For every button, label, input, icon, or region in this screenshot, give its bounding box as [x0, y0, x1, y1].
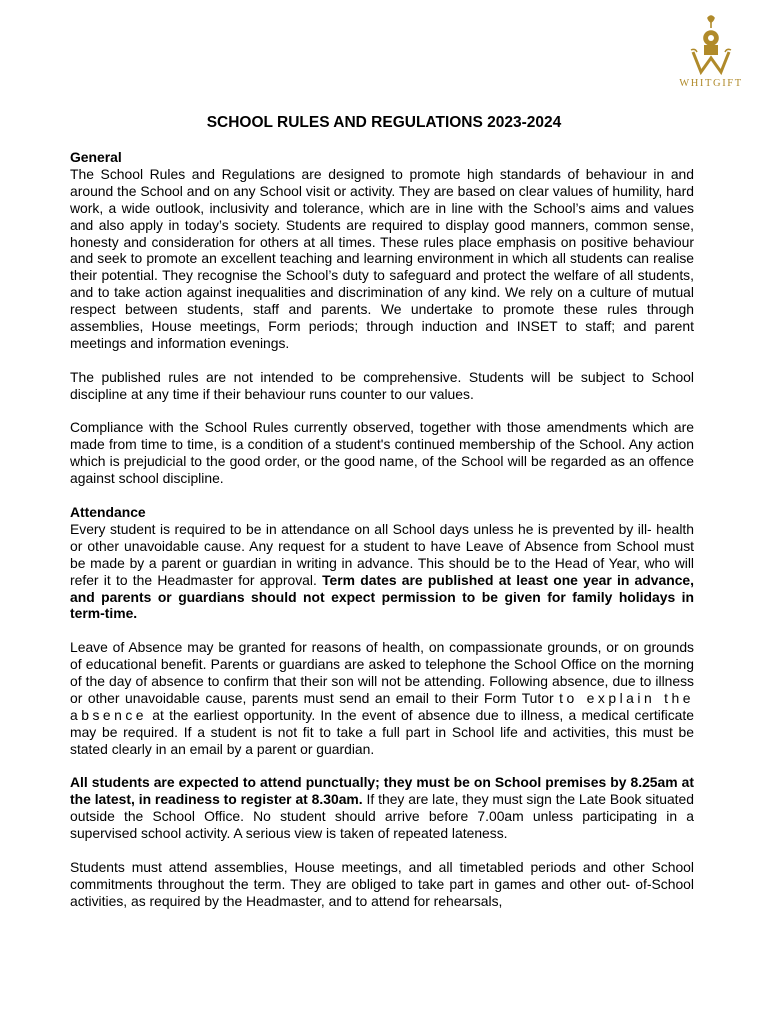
attendance-p1-text: Every student is required to be in attendance on all School days unless he is prevented by ill- health or other unavoidable cause. Any request for a student to have Leave of Absence from School must be made by a parent or guardian in writing in advance. This should be to the Head of Year, who will refer it to the Headmaster for approval. [70, 520, 694, 588]
whitgift-crest-icon [689, 14, 733, 76]
general-paragraph-3: Compliance with the School Rules currently observed, together with those amendments which are made from time to time, is a condition of a student's continued membership of the School. Any action which is prejudicial to the good order, or the good name, of the School will be regarded as an offence against school discipline. [70, 419, 694, 487]
page-title: SCHOOL RULES AND REGULATIONS 2023-2024 [206, 114, 562, 131]
general-paragraph-1: The School Rules and Regulations are designed to promote high standards of behaviour in and around the School and on any School visit or activity. They are based on clear values of humility, hard work, a wide outlook, inclusivity and tolerance, which are in line with the School’s aims and values and also apply in today’s society. Students are required to display good manners, common sense, honesty and consideration for others at all times. These rules place emphasis on positive behaviour and seek to promote an excellent teaching and learning environment in which all students can realise their potential. They recognise the School’s duty to safeguard and protect the welfare of all students, and to take action against inequalities and discrimination of any kind. We rely on a culture of mutual respect between students, staff and parents. We undertake to promote these rules through assemblies, House meetings, Form periods; through induction and INSET to staff; and parent meetings and information evenings. [70, 165, 694, 351]
attendance-paragraph-4: Students must attend assemblies, House meetings, and all timetabled periods and other School commitments throughout the term. They are obliged to take part in games and other out- of-School activities, as required by the Headmaster, and to attend for rehearsals, [70, 858, 694, 909]
punctuality-notice: All students are expected to attend punctually; they must be on School premises by 8.25am at the latest, in readiness to register at 8.30am. [70, 774, 694, 808]
document-body [70, 149, 694, 927]
attendance-p2-text-a: Leave of Absence may be granted for reasons of health, on compassionate grounds, or on grounds of educational benefit. Parents or guardians are asked to telephone the School Office on the morning of the day of absence to confirm that their son will not be attending. Following absence, due to illness or other unavoidable cause, parents must send an email to their Form Tutor [70, 639, 694, 706]
attendance-p3-text: If they are late, they must sign the Late Book situated outside the School Office. No student should arrive before 7.00am unless participating in a supervised school activity. A serious view is taken of repeated lateness. [70, 791, 694, 842]
section-heading-general: General [70, 149, 122, 165]
attendance-paragraph-1 [70, 521, 694, 622]
general-paragraph-2: The published rules are not intended to be comprehensive. Students will be subject to School discipline at any time if their behaviour runs counter to our values. [70, 368, 694, 402]
term-dates-notice: Term dates are published at least one year in advance, and parents or guardians should not expect permission to be given for family holidays in term-time. [70, 571, 694, 622]
attendance-paragraph-2 [70, 639, 694, 757]
logo-wordmark: WHITGIFT [679, 78, 743, 89]
attendance-p2-text-b: at the earliest opportunity. In the event of absence due to illness, a medical certificate may be required. If a student is not fit to take a full part in School life and activities, this must be stated clearly in an email by a parent or guardian. [70, 706, 694, 757]
school-logo [676, 14, 746, 94]
attendance-p2-spaced: to explain the absence [70, 689, 694, 723]
section-heading-attendance: Attendance [70, 503, 146, 520]
attendance-paragraph-3 [70, 774, 694, 842]
